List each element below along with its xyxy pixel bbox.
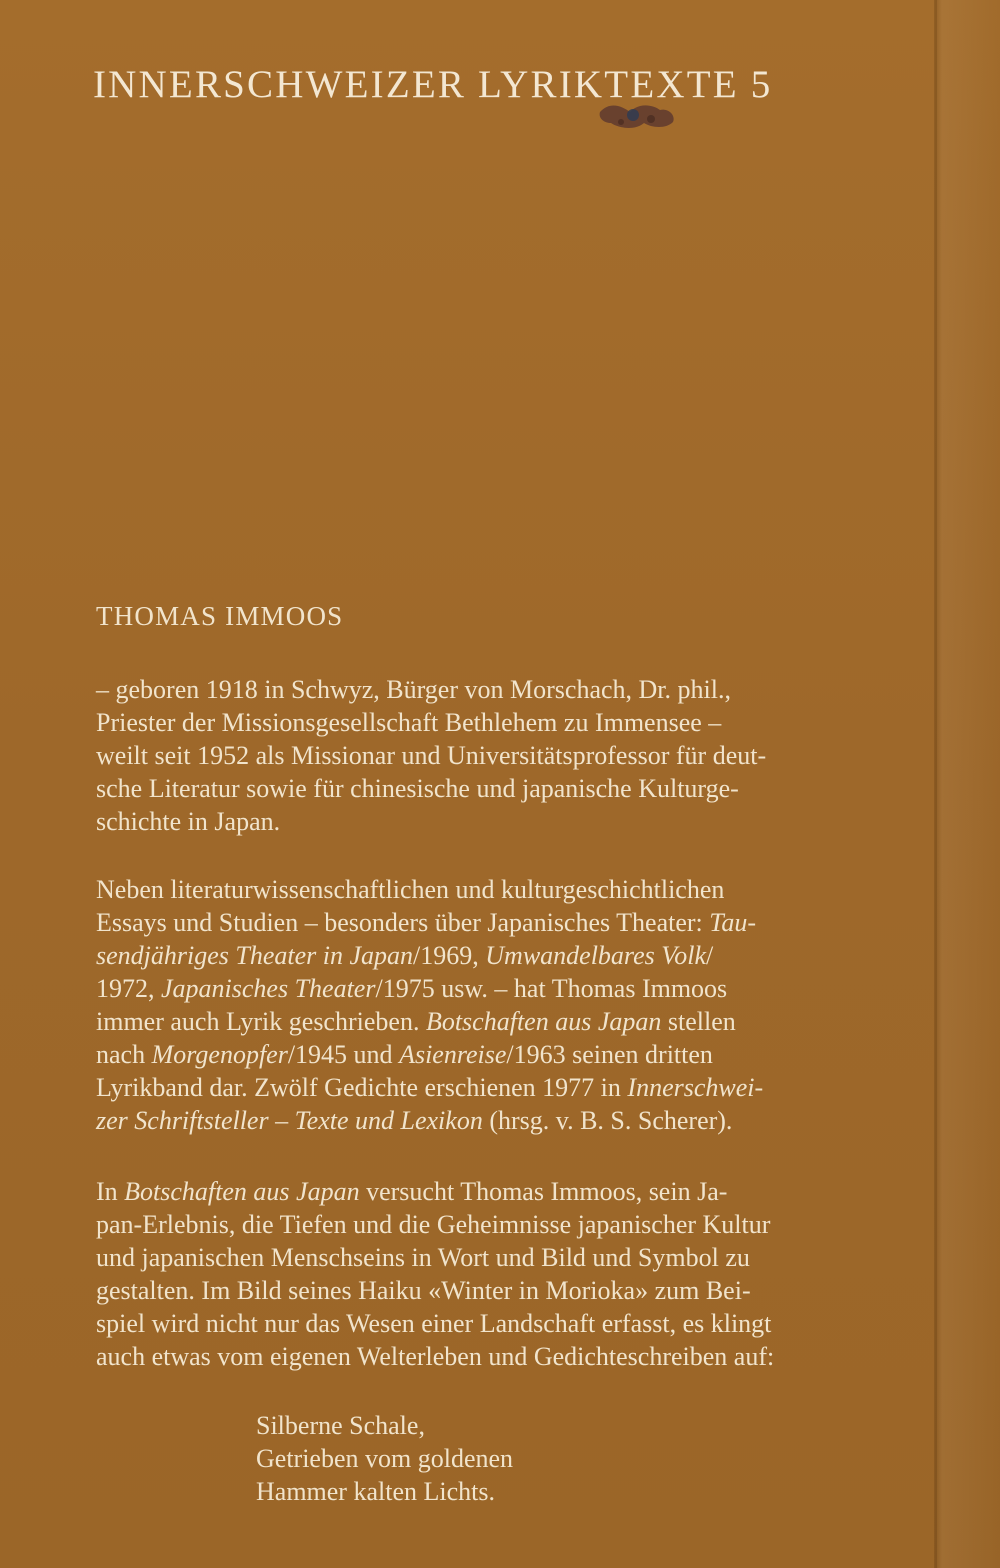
paragraph-line: gestalten. Im Bild seines Haiku «Winter in Morioka» zum Bei- xyxy=(96,1276,751,1305)
paragraph-line: spiel wird nicht nur das Wesen einer Landschaft erfasst, es klingt xyxy=(96,1309,772,1338)
paragraph-line: Priester der Missionsgesellschaft Bethlehem zu Immensee – xyxy=(96,708,722,737)
paragraph-line: sche Literatur sowie für chinesische und japanische Kulturge- xyxy=(96,774,739,803)
paragraph-line: Lyrikband dar. Zwölf Gedichte erschienen 1977 in Innerschwei- xyxy=(96,1073,764,1102)
stain-mark xyxy=(596,98,678,134)
spine-crease xyxy=(934,0,937,1568)
paragraph-line: – geboren 1918 in Schwyz, Bürger von Morschach, Dr. phil., xyxy=(96,675,731,704)
japan-paragraph xyxy=(96,1175,900,1373)
paragraph-line: 1972, Japanisches Theater/1975 usw. – hat Thomas Immoos xyxy=(96,974,728,1003)
paragraph-line: In Botschaften aus Japan versucht Thomas Immoos, sein Ja- xyxy=(96,1177,728,1206)
paragraph-line: Neben literaturwissenschaftlichen und kulturgeschichtlichen xyxy=(96,875,725,904)
paragraph-line: auch etwas vom eigenen Welterleben und Gedichteschreiben auf: xyxy=(96,1342,775,1371)
poem-line: Getrieben vom goldenen xyxy=(256,1444,514,1473)
series-title: INNERSCHWEIZER LYRIKTEXTE 5 xyxy=(93,63,773,106)
paragraph-line: schichte in Japan. xyxy=(96,807,281,836)
paragraph-line: immer auch Lyrik geschrieben. Botschaften aus Japan stellen xyxy=(96,1007,736,1036)
paragraph-line: zer Schriftsteller – Texte und Lexikon (hrsg. v. B. S. Scherer). xyxy=(96,1106,733,1135)
works-paragraph xyxy=(96,873,900,1137)
paragraph-line: sendjähriges Theater in Japan/1969, Umwandelbares Volk/ xyxy=(96,941,714,970)
paragraph-line: und japanischen Menschseins in Wort und Bild und Symbol zu xyxy=(96,1243,750,1272)
author-name: THOMAS IMMOOS xyxy=(96,601,344,631)
paragraph-line: nach Morgenopfer/1945 und Asienreise/1963 seinen dritten xyxy=(96,1040,713,1069)
poem-line: Hammer kalten Lichts. xyxy=(256,1477,495,1506)
poem-line: Silberne Schale, xyxy=(256,1411,425,1440)
biography-paragraph xyxy=(96,673,900,838)
haiku-poem xyxy=(256,1409,513,1508)
paragraph-line: weilt seit 1952 als Missionar und Universitätsprofessor für deut- xyxy=(96,741,767,770)
paragraph-line: Essays und Studien – besonders über Japanisches Theater: Tau- xyxy=(96,908,757,937)
paragraph-line: pan-Erlebnis, die Tiefen und die Geheimnisse japanischer Kultur xyxy=(96,1210,771,1239)
